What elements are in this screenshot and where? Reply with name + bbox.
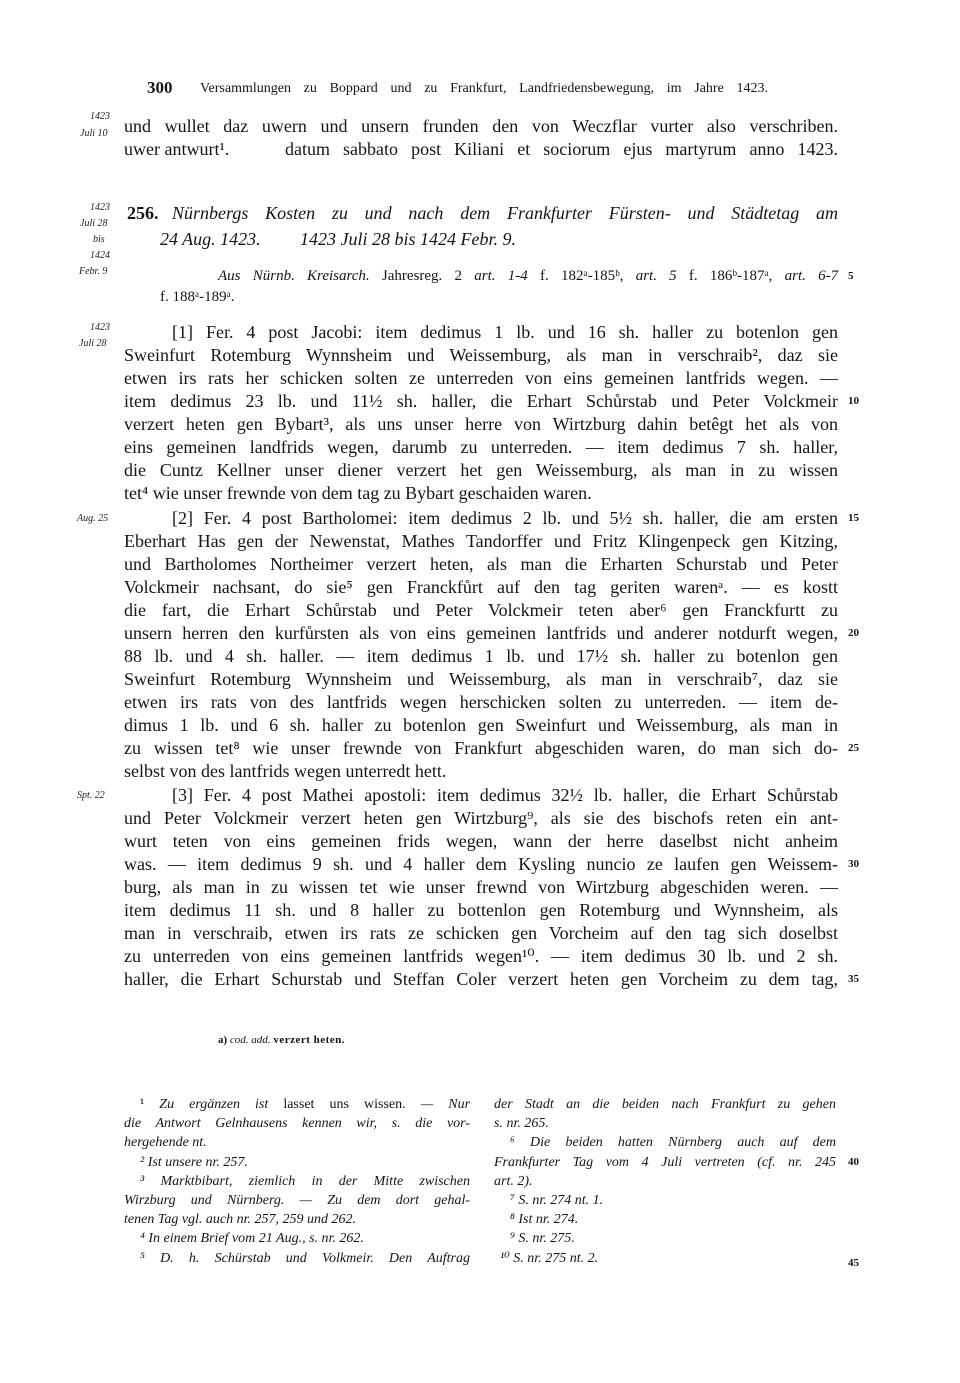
margin-date-day: Juli 10	[80, 128, 108, 139]
running-title: Versammlungen zu Boppard und zu Frankfurt, Landfriedensbewegung, im Jahre 1423.	[200, 81, 768, 96]
text-line	[124, 576, 838, 599]
footnote-text: hergehende nt.	[124, 1135, 207, 1151]
source-folio: f. 188ᵃ-189ᵃ.	[160, 289, 235, 305]
line-text: eins gemeinen landfrids wegen, darumb zu unterreden. — item dedimus 7 sh. haller,	[124, 437, 838, 457]
footnote-text: ¹⁰ S. nr. 275 nt. 2.	[500, 1250, 599, 1266]
line-text: und Peter Volckmeir verzert heten gen Wirtzburg⁹, als sie des bischofs reten ein ant-	[124, 808, 838, 828]
text-line	[124, 321, 838, 344]
footnote-line	[494, 1191, 836, 1210]
footnote-line	[124, 1210, 470, 1229]
page-number: 300	[147, 78, 173, 97]
source-article: art. 6-7	[784, 268, 839, 284]
footnote-text: ² Ist unsere nr. 257.	[140, 1154, 248, 1170]
source-register: Jahresreg. 2	[381, 268, 463, 284]
line-text: Volckmeir nachsant, do sie⁵ gen Franckfůrt auf den tag geriten warenᵃ. — es kostt	[124, 576, 838, 597]
text-line	[124, 807, 838, 830]
margin-date-day: Aug. 25	[77, 513, 109, 524]
footnote-line	[124, 1172, 470, 1191]
text-line	[124, 622, 859, 645]
text-line	[124, 714, 838, 737]
variant-mark: a)	[218, 1034, 228, 1046]
document-title: Nürnbergs Kosten zu und nach dem Frankfurter Fürsten- und Städtetag am	[172, 203, 838, 223]
line-text: item dedimus 23 lb. und 11½ sh. haller, die Erhart Schůrstab und Peter Volckmeir	[124, 391, 838, 411]
text-line: datum sabbato post Kiliani et sociorum ejus martyrum anno 1423.	[285, 139, 838, 159]
line-text: [1] Fer. 4 post Jacobi: item dedimus 1 lb. und 16 sh. haller zu botenlon gen	[172, 322, 838, 342]
footnote-text: Zu ergänzen ist	[159, 1097, 269, 1112]
line-text: etwen irs rats her schicken solten ze unterreden von eins gemeinen lantfrids wegen. —	[124, 368, 838, 388]
margin-date-day: Febr. 9	[79, 266, 108, 277]
line-number: 15	[848, 511, 859, 524]
line-text: Sweinfurt Rotemburg Wynnsheim und Weissemburg, als man in verschraib², daz sie	[124, 345, 838, 365]
footnote-line	[124, 1095, 470, 1114]
margin-date-year: 1423	[90, 322, 110, 333]
source-folio: f. 186ᵇ-187ᵃ,	[688, 268, 773, 284]
text-line	[124, 553, 838, 576]
source-archive: Aus Nürnb. Kreisarch.	[218, 268, 370, 284]
text-line	[124, 922, 838, 945]
footnote-text: die Antwort Gelnhausens kennen wir, s. die vor-	[124, 1116, 470, 1132]
line-text: 88 lb. und 4 sh. haller. — item dedimus 1 lb. und 17½ sh. haller zu botenlon gen	[124, 645, 838, 666]
footnote-text: ⁵ D. h. Schürstab und Volkmeir. Den Auftrag	[140, 1250, 470, 1266]
footnote-line	[494, 1172, 836, 1191]
line-text: [2] Fer. 4 post Bartholomei: item dedimus 2 lb. und 5½ sh. haller, die am ersten	[172, 507, 838, 528]
source-folio: f. 182ᵃ-185ᵇ,	[540, 268, 624, 284]
footnote-line	[494, 1229, 836, 1248]
text-line	[124, 760, 838, 783]
text-line	[124, 876, 838, 899]
line-text: zu unterreden von eins gemeinen lantfrids wegen¹⁰. — item dedimus 30 lb. und 2 sh.	[124, 946, 838, 966]
text-line	[124, 853, 859, 876]
text-line	[124, 507, 859, 530]
line-text: man in verschraib, etwen irs rats ze schicken gen Vorcheim auf den tag sich doselbst	[124, 923, 838, 943]
footnote-text: ⁸ Ist nr. 274.	[510, 1212, 579, 1228]
footnotes-left-column	[124, 1095, 470, 1268]
footnote-line	[124, 1114, 470, 1133]
footnote-text: — Nur	[420, 1097, 471, 1112]
line-text: die fart, die Erhart Schůrstab und Peter Volckmeir teten aber⁶ gen Franckfurtt zu	[124, 599, 838, 620]
entry-paragraph	[124, 321, 859, 505]
footnote-text: Wirzburg und Nürnberg. — Zu dem dort gehal-	[124, 1192, 470, 1208]
text-line	[124, 482, 838, 505]
footnote-text: tenen Tag vgl. auch nr. 257, 259 und 262.	[124, 1212, 357, 1228]
line-text: Sweinfurt Rotemburg Wynnsheim und Weissemburg, als man in verschraib⁷, daz sie	[124, 668, 838, 689]
margin-date-year: 1423	[90, 202, 110, 213]
footnote-text: ⁶ Die beiden hatten Nürnberg auch auf dem	[510, 1135, 836, 1151]
footnote-line	[124, 1191, 470, 1210]
line-number: 5	[848, 270, 854, 282]
line-number: 35	[848, 973, 859, 985]
line-text: item dedimus 11 sh. und 8 haller zu bottenlon gen Rotemburg und Wynnsheim, als	[124, 900, 838, 920]
footnote-text: ⁷ S. nr. 274 nt. 1.	[510, 1192, 604, 1208]
text-line	[124, 737, 859, 760]
source-reference	[218, 265, 854, 287]
line-text: tet⁴ wie unser frewnde von dem tag zu Bybart geschaiden waren.	[124, 483, 592, 503]
footnote-mark: ¹	[140, 1097, 145, 1112]
text-line	[124, 668, 838, 691]
line-text: was. — item dedimus 9 sh. und 4 haller dem Kysling nuncio ze laufen gen Weissem-	[124, 854, 838, 874]
line-number: 25	[848, 741, 859, 754]
text-line	[124, 367, 838, 390]
text-line	[124, 390, 859, 413]
margin-date-day: Juli 28	[79, 338, 107, 349]
text-line	[124, 344, 838, 367]
line-text: zu wissen tet⁸ wie unser frewnde von Frankfurt abgeschiden waren, do man sich do-	[124, 737, 838, 758]
footnote-line	[494, 1133, 836, 1152]
footnote-line	[124, 1249, 470, 1268]
margin-date-day: Spt. 22	[77, 790, 105, 801]
source-article: art. 1-4	[474, 268, 528, 284]
margin-date-day: Juli 28	[80, 218, 108, 229]
text-line	[124, 459, 838, 482]
text-line	[124, 599, 838, 622]
footnote-text: Frankfurter Tag vom 4 Juli vertreten (cf. nr. 245	[494, 1154, 836, 1170]
text-line	[124, 436, 838, 459]
line-text: unsern herren den kurfůrsten als von eins gemeinen lantfrids und anderer notdurft wegen,	[124, 622, 838, 643]
document-number: 256.	[127, 203, 159, 223]
document-date: 24 Aug. 1423.	[160, 229, 261, 249]
margin-date-range: bis	[93, 234, 105, 245]
footnote-text: s. nr. 265.	[494, 1116, 549, 1132]
text-line	[124, 530, 838, 553]
footnote-line	[494, 1153, 859, 1172]
text-line	[124, 830, 838, 853]
footnote-text: ⁹ S. nr. 275.	[510, 1231, 575, 1247]
text-line	[124, 691, 838, 714]
footnote-text: der Stadt an die beiden nach Frankfurt zu gehen	[494, 1097, 836, 1112]
document-date-range: 1423 Juli 28 bis 1424 Febr. 9.	[300, 229, 516, 249]
line-text: [3] Fer. 4 post Mathei apostoli: item dedimus 32½ lb. haller, die Erhart Schůrstab	[172, 785, 838, 805]
text-line: und wullet daz uwern und unsern frunden den von Weczflar vurter also verschriben.	[124, 116, 838, 136]
margin-date-year: 1423	[90, 111, 110, 122]
line-text: Eberhart Has gen der Newenstat, Mathes Tandorffer und Fritz Klingenpeck gen Kitzing,	[124, 530, 838, 551]
line-text: haller, die Erhart Schurstab und Steffan Coler verzert heten gen Vorcheim zu dem tag,	[124, 969, 838, 989]
line-text: burg, als man in zu wissen tet wie unser frewnd von Wirtzburg abgeschiden weren. —	[124, 877, 838, 897]
line-number: 40	[848, 1155, 859, 1168]
entry-paragraph	[124, 784, 859, 991]
text-line	[124, 945, 838, 968]
footnote-line	[494, 1095, 836, 1114]
line-text: etwen irs rats von des lantfrids wegen herschicken solten zu unterreden. — item de-	[124, 691, 838, 712]
footnote-text: art. 2).	[494, 1173, 533, 1189]
footnote-text: ³ Marktbibart, ziemlich in der Mitte zwischen	[140, 1173, 470, 1189]
line-number: 20	[848, 626, 859, 639]
line-text: wurt teten von eins gemeinen frids wegen, wann der herre daselbst nicht anheim	[124, 831, 838, 851]
variant-abbreviation: cod. add.	[229, 1034, 271, 1046]
footnote-text: ⁴ In einem Brief vom 21 Aug., s. nr. 262.	[140, 1231, 364, 1247]
footnote-line	[494, 1210, 836, 1229]
line-number: 10	[848, 395, 859, 407]
footnote-line	[494, 1114, 836, 1133]
line-number: 45	[848, 1257, 859, 1269]
line-number: 30	[848, 858, 859, 870]
line-text: dimus 1 lb. und 6 sh. haller zu botenlon gen Sweinfurt und Weissemburg, als man in	[124, 714, 838, 735]
footnote-quote: lasset uns wissen.	[283, 1097, 406, 1112]
line-text: selbst von des lantfrids wegen unterredt hett.	[124, 760, 447, 781]
footnote-line	[494, 1249, 836, 1268]
variant-note	[218, 1032, 345, 1048]
text-line	[124, 413, 838, 436]
line-text: die Cuntz Kellner unser diener verzert het gen Weissemburg, als man in zu wissen	[124, 460, 838, 480]
line-text: und Bartholomes Northeimer verzert heten, als man die Erharten Schurstab und Peter	[124, 553, 838, 574]
footnotes-right-column	[494, 1095, 859, 1268]
footnote-line	[124, 1229, 470, 1248]
text-line	[124, 645, 838, 668]
footnote-line	[124, 1133, 470, 1152]
document-body	[124, 321, 859, 991]
entry-paragraph	[124, 507, 859, 783]
text-line	[124, 968, 859, 991]
line-text: verzert heten gen Bybart³, als uns unser herre von Wirtzburg dahin betêgt het als von	[124, 414, 838, 434]
source-article: art. 5	[635, 268, 677, 284]
variant-text: verzert heten.	[273, 1034, 346, 1046]
text-line: uwer antwurt¹.	[124, 139, 230, 159]
text-line	[124, 899, 838, 922]
footnote-line	[124, 1153, 470, 1172]
text-line	[124, 784, 838, 807]
margin-date-year: 1424	[90, 250, 110, 261]
